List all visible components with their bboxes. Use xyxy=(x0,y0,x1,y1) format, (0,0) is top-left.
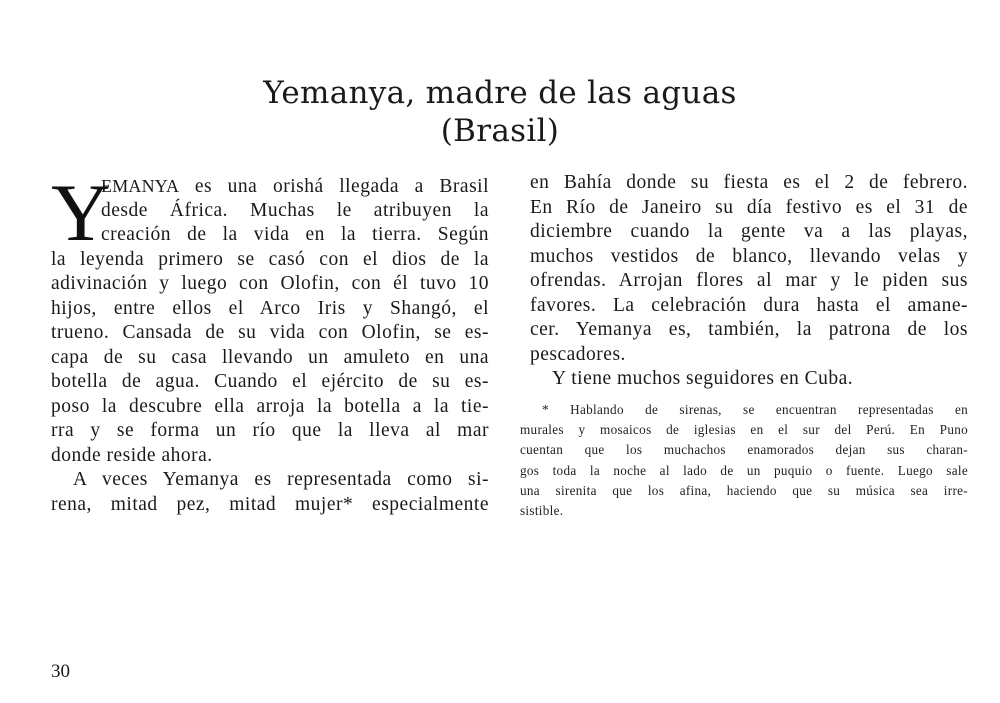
paragraph-line: En Río de Janeiro su día festivo es el 31 de xyxy=(530,196,968,218)
opening-word: EMANYA xyxy=(101,176,180,196)
footnote-line: murales y mosaicos de iglesias en el sur del Perú. En Puno xyxy=(520,422,968,438)
title-subtitle: (Brasil) xyxy=(440,113,560,149)
paragraph-line: botella de agua. Cuando el ejército de su es- xyxy=(51,371,489,392)
paragraph-line: Y tiene muchos seguidores en Cuba. xyxy=(552,368,854,389)
paragraph-line: ofrendas. Arrojan flores al mar y le piden sus xyxy=(530,270,968,291)
footnote-line: sistible. xyxy=(520,503,564,519)
paragraph-line: creación de la vida en la tierra. Según xyxy=(101,224,489,245)
paragraph-line: cer. Yemanya es, también, la patrona de los xyxy=(530,319,968,340)
paragraph-line: la leyenda primero se casó con el dios de la xyxy=(51,248,489,270)
paragraph-line: diciembre cuando la gente va a las playas, xyxy=(530,221,968,242)
chapter-title xyxy=(200,74,800,150)
drop-cap-letter: Y xyxy=(51,167,111,258)
paragraph-line: pescadores. xyxy=(530,343,626,365)
paragraph-line: A veces Yemanya es representada como si- xyxy=(73,469,489,490)
paragraph-line: en Bahía donde su fiesta es el 2 de febrero. xyxy=(530,172,968,193)
paragraph-line: muchos vestidos de blanco, llevando velas y xyxy=(530,245,968,267)
paragraph-line: poso la descubre ella arroja la botella a la tie- xyxy=(51,395,489,417)
footnote xyxy=(520,400,968,521)
paragraph-line: favores. La celebración dura hasta el amane- xyxy=(530,294,968,316)
page-number: 30 xyxy=(51,661,70,682)
paragraph-line: trueno. Cansada de su vida con Olofin, se es- xyxy=(51,322,489,343)
left-column xyxy=(51,167,489,517)
footnote-line: gos toda la noche al lado de un puquio o fuente. Luego sale xyxy=(520,462,968,478)
paragraph-line: rra y se forma un río que la lleva al mar xyxy=(51,420,489,441)
right-column xyxy=(530,171,968,392)
paragraph-line: EMANYA es una orishá llegada a Brasil xyxy=(101,176,489,197)
paragraph-line: adivinación y luego con Olofin, con él tuvo 10 xyxy=(51,273,489,294)
paragraph-line: hijos, entre ellos el Arco Iris y Shangó, el xyxy=(51,297,489,319)
paragraph-line: rena, mitad pez, mitad mujer* especialmente xyxy=(51,493,489,515)
footnote-line: cuentan que los muchachos enamorados dejan sus charan- xyxy=(520,442,968,458)
paragraph-line: desde África. Muchas le atribuyen la xyxy=(101,199,489,221)
title-main: Yemanya, madre de las aguas xyxy=(263,75,737,111)
paragraph-line: donde reside ahora. xyxy=(51,444,213,466)
footnote-line: * Hablando de sirenas, se encuentran representadas en xyxy=(542,402,968,417)
footnote-line: una sirenita que los afina, haciendo que su música sea irre- xyxy=(520,482,968,498)
paragraph-line: capa de su casa llevando un amuleto en una xyxy=(51,346,489,368)
